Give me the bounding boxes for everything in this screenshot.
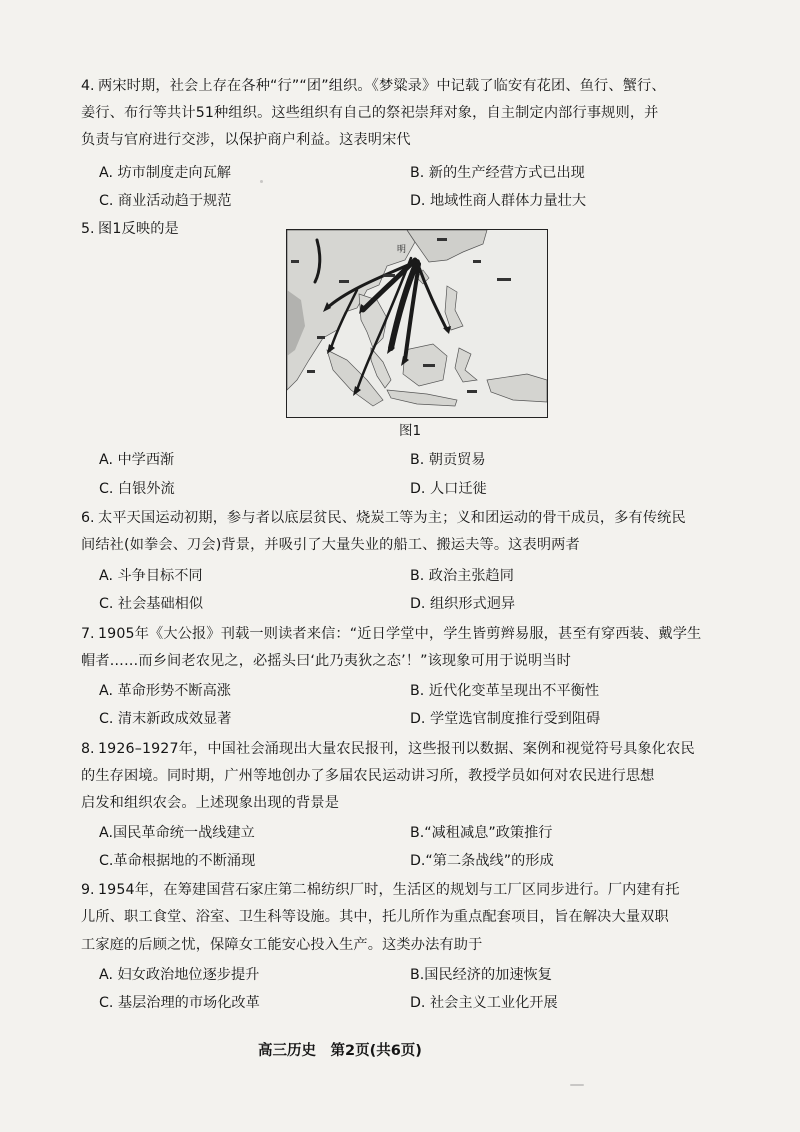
question-number: 9. (81, 882, 95, 898)
option-b: B. 新的生产经营方式已出现 (410, 165, 585, 181)
figure-1-map (286, 229, 548, 418)
option-c: C. 基层治理的市场化改革 (99, 995, 260, 1011)
option-d: D. 地域性商人群体力量壮大 (410, 193, 587, 209)
question-number: 8. (81, 741, 95, 757)
option-a: A. 革命形势不断高涨 (99, 683, 231, 699)
option-c: C. 清末新政成效显著 (99, 711, 232, 727)
option-b: B. 近代化变革呈现出不平衡性 (410, 683, 600, 699)
question-text-line: 姜行、布行等共计51种组织。这些组织有自己的祭祀崇拜对象，自主制定内部行事规则，并 (81, 105, 659, 121)
question-text-line: 1905年《大公报》刊载一则读者来信：“近日学堂中，学生皆剪辫易服，甚至有穿西装、戴学生 (98, 626, 702, 642)
option-c: C. 商业活动趋于规范 (99, 193, 232, 209)
map-label-ming: 明 (397, 245, 407, 255)
option-b: B.“减租减息”政策推行 (410, 825, 553, 841)
question-number: 6. (81, 510, 95, 526)
option-d: D. 人口迁徙 (410, 481, 487, 497)
scan-speck (260, 180, 263, 183)
question-text-line: 1926–1927年，中国社会涌现出大量农民报刊，这些报刊以数据、案例和视觉符号具象化农民 (98, 741, 695, 757)
option-a: A.国民革命统一战线建立 (99, 825, 255, 841)
scan-speck (570, 1084, 584, 1086)
option-d: D.“第二条战线”的形成 (410, 853, 554, 869)
question-text-line: 启发和组织农会。上述现象出现的背景是 (81, 795, 340, 811)
option-c: C. 社会基础相似 (99, 596, 204, 612)
option-b: B. 朝贡贸易 (410, 452, 486, 468)
option-b: B. 政治主张趋同 (410, 568, 514, 584)
question-text-line: 的生存困境。同时期，广州等地创办了多届农民运动讲习所，教授学员如何对农民进行思想 (81, 768, 655, 784)
question-text-line: 儿所、职工食堂、浴室、卫生科等设施。其中，托儿所作为重点配套项目，旨在解决大量双职 (81, 909, 669, 925)
option-a: A. 妇女政治地位逐步提升 (99, 967, 260, 983)
option-c: C.革命根据地的不断涌现 (99, 853, 256, 869)
question-text-line: 负责与官府进行交涉，以保护商户利益。这表明宋代 (81, 132, 411, 148)
question-text-line: 太平天国运动初期，参与者以底层贫民、烧炭工等为主；义和团运动的骨干成员，多有传统民 (98, 510, 686, 526)
option-a: A. 坊市制度走向瓦解 (99, 165, 231, 181)
option-a: A. 中学西渐 (99, 452, 175, 468)
question-text-line: 帽者……而乡间老农见之，必摇头曰‘此乃夷狄之态’！”该现象可用于说明当时 (81, 653, 571, 669)
question-number: 7. (81, 626, 95, 642)
question-number: 5. (81, 221, 95, 237)
question-text-line: 两宋时期，社会上存在各种“行”“团”组织。《梦粱录》中记载了临安有花团、鱼行、蟹行、 (98, 78, 666, 94)
option-d: D. 组织形式迥异 (410, 596, 516, 612)
question-text-line: 图1反映的是 (98, 221, 179, 237)
question-number: 4. (81, 78, 95, 94)
option-b: B.国民经济的加速恢复 (410, 967, 552, 983)
question-text-line: 工家庭的后顾之忧，保障女工能安心投入生产。这类办法有助于 (81, 937, 483, 953)
question-text-line: 间结社(如拳会、刀会)背景，并吸引了大量失业的船工、搬运夫等。这表明两者 (81, 537, 580, 553)
option-c: C. 白银外流 (99, 481, 175, 497)
figure-caption: 图1 (399, 423, 422, 439)
question-text-line: 1954年，在筹建国营石家庄第二棉纺织厂时，生活区的规划与工厂区同步进行。厂内建有托 (98, 882, 680, 898)
option-a: A. 斗争目标不同 (99, 568, 203, 584)
page-footer: 高三历史 第2页(共6页) (258, 1043, 422, 1059)
option-d: D. 社会主义工业化开展 (410, 995, 558, 1011)
option-d: D. 学堂选官制度推行受到阻碍 (410, 711, 601, 727)
southeast-asia-map (287, 230, 547, 417)
